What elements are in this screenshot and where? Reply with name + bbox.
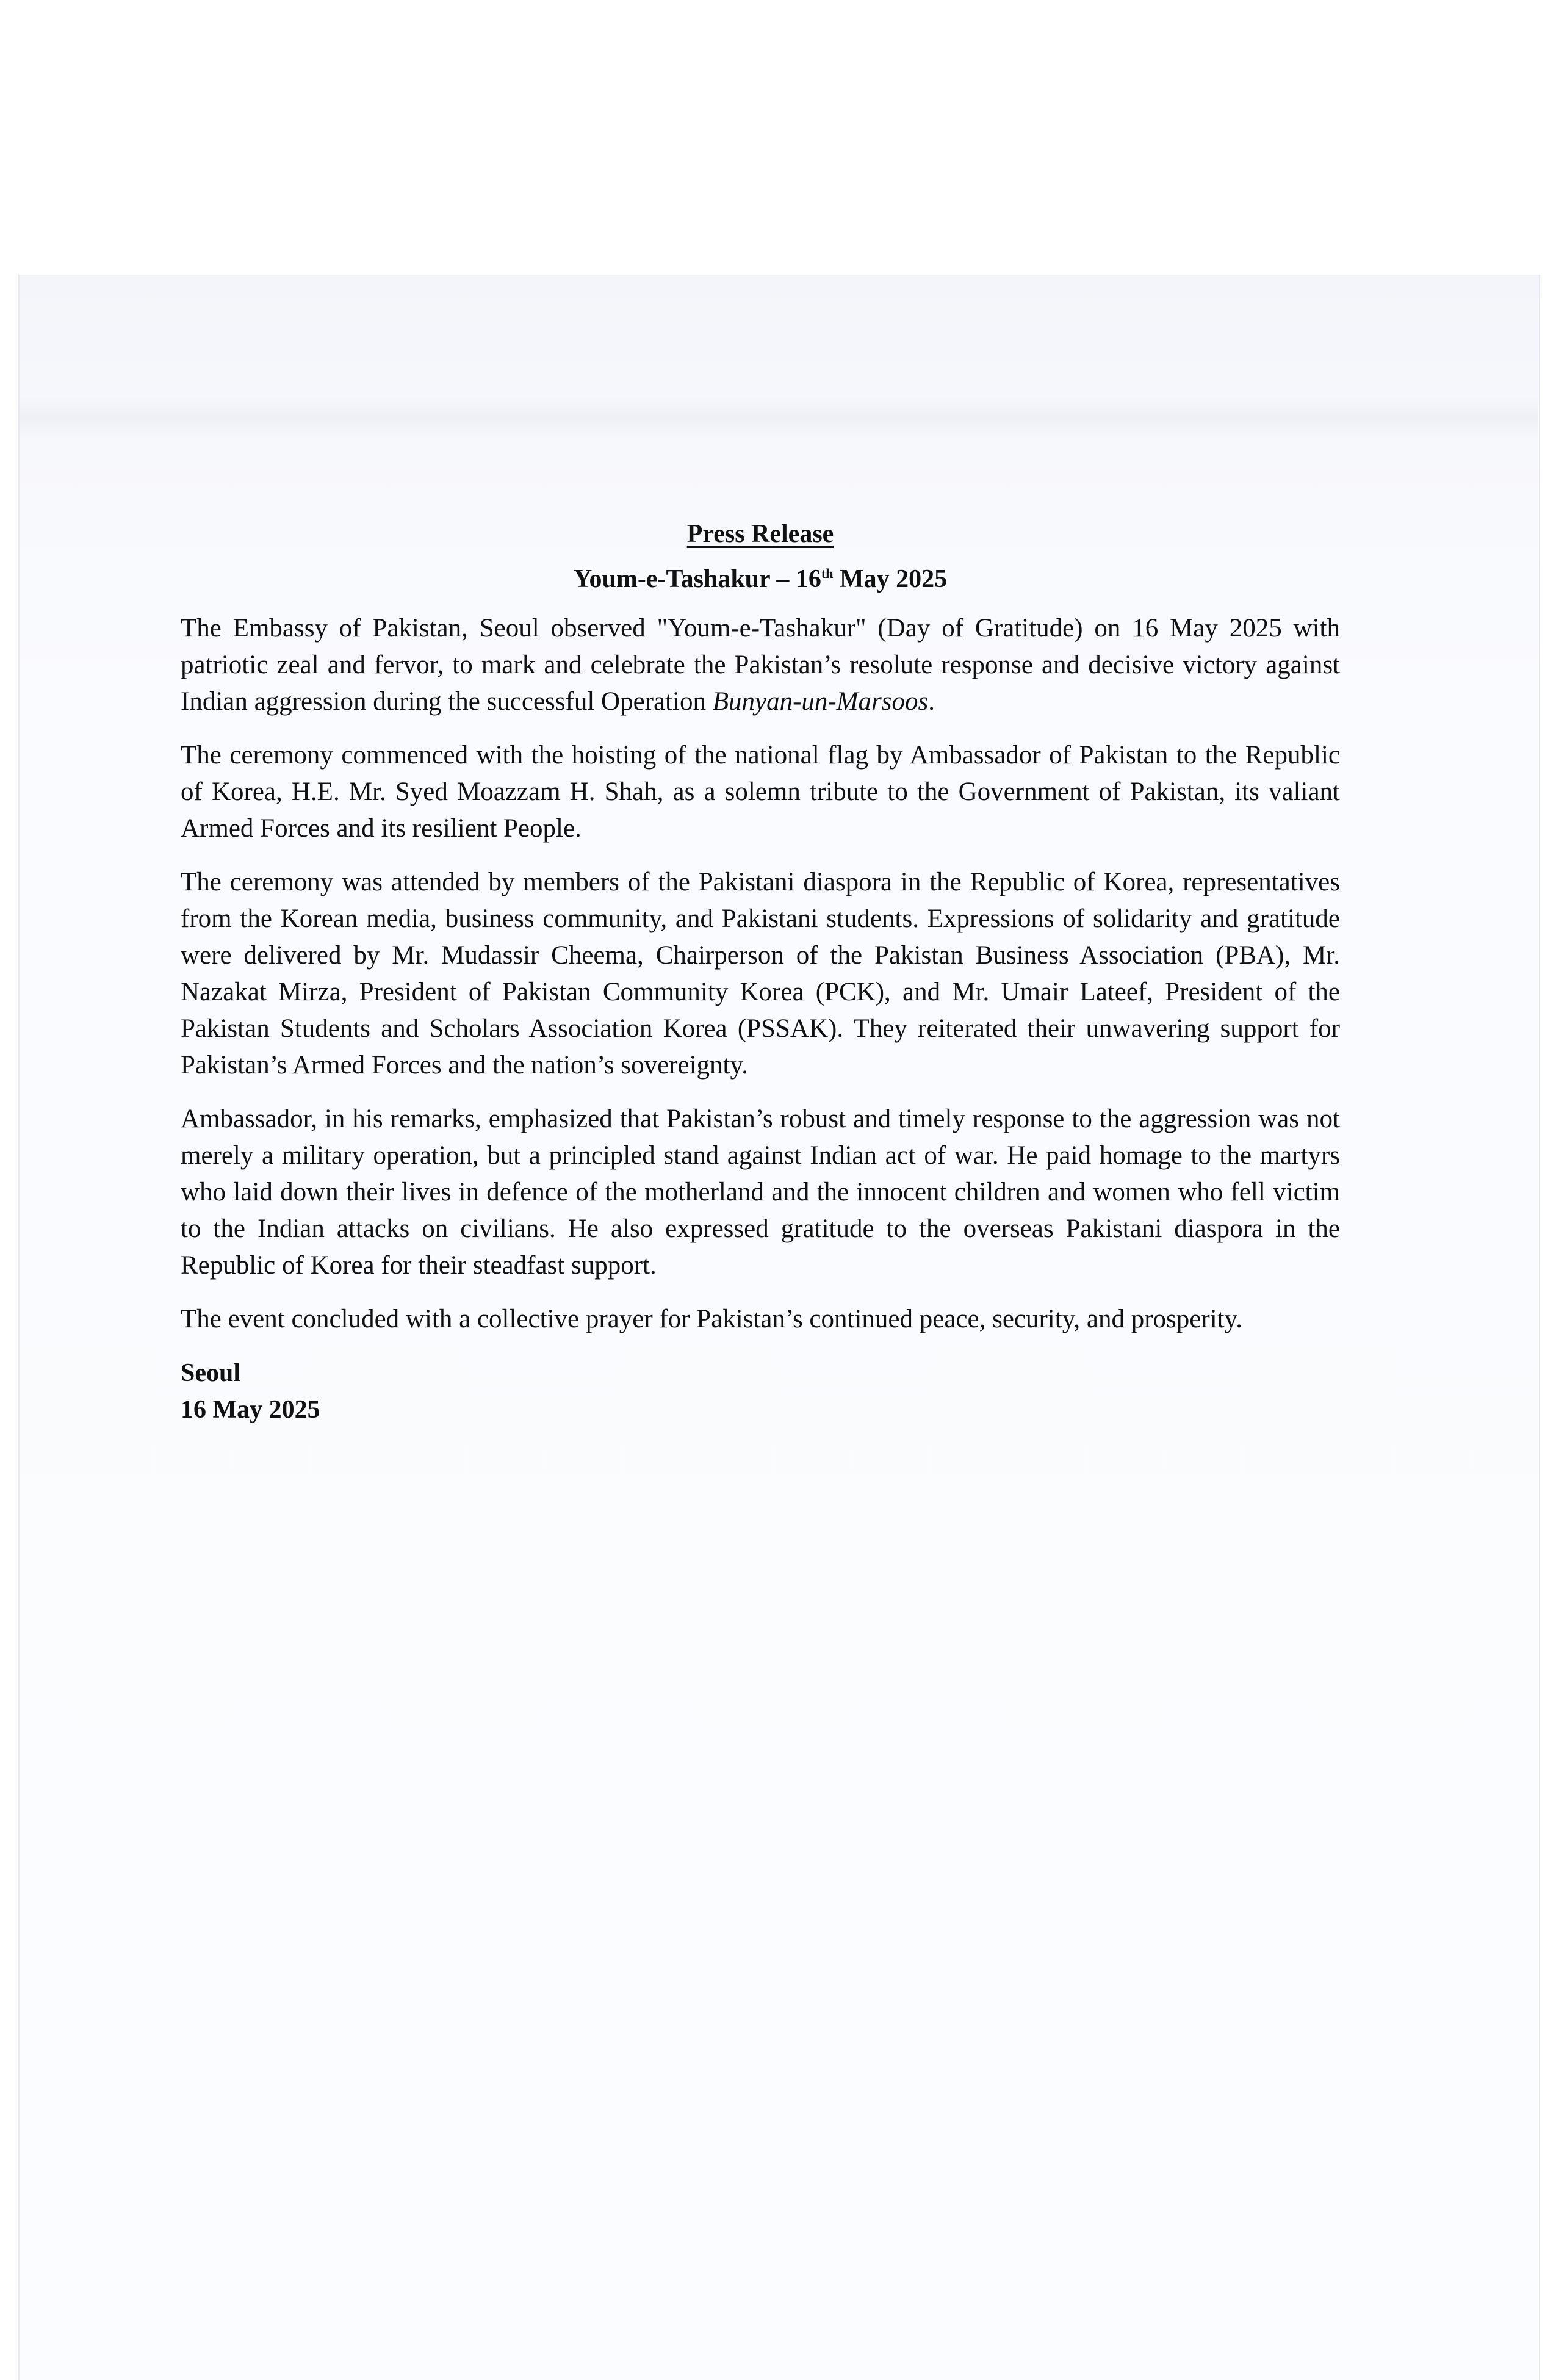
paragraph-1-text: The Embassy of Pakistan, Seoul observed "Youm-e-Tashakur" (Day of Gratitude) on 16 May 2025 with patriotic zeal and fervor, to mark and celebrate the Pakistan’s resolute response and decisive victory against Indian aggression during the successful Operation: [181, 614, 1340, 716]
paragraph-1: [181, 610, 1340, 720]
signoff-place: Seoul: [181, 1359, 241, 1387]
paragraph-1-end: .: [928, 687, 935, 716]
paragraph-3: The ceremony was attended by members of the Pakistani diaspora in the Republic of Korea, representatives from the Korean media, business community, and Pakistani students. Expressions of solidarity and gratitude were delivered by Mr. Mudassir Cheema, Chairperson of the Pakistan Business Association (PBA), Mr. Nazakat Mirza, President of Pakistan Community Korea (PCK), and Mr. Umair Lateef, President of the Pakistan Students and Scholars Association Korea (PSSAK). They reiterated their unwavering support for Pakistan’s Armed Forces and the nation’s sovereignty.: [181, 868, 1340, 1080]
document-subtitle: [181, 561, 1340, 597]
paragraph-4: Ambassador, in his remarks, emphasized that Pakistan’s robust and timely response to the aggression was not merely a military operation, but a principled stand against Indian act of war. He paid homage to the martyrs who laid down their lives in defence of the motherland and the innocent children and women who fell victim to the Indian attacks on civilians. He also expressed gratitude to the overseas Pakistani diaspora in the Republic of Korea for their steadfast support.: [181, 1105, 1340, 1280]
paragraph-2: The ceremony commenced with the hoisting of the national flag by Ambassador of Pakistan to the Republic of Korea, H.E. Mr. Syed Moazzam H. Shah, as a solemn tribute to the Government of Pakistan, its valiant Armed Forces and its resilient People.: [181, 741, 1340, 843]
operation-name: Bunyan-un-Marsoos: [712, 687, 929, 716]
document-title: Press Release: [686, 520, 834, 548]
subtitle-suffix: May 2025: [833, 565, 948, 593]
subtitle-prefix: Youm-e-Tashakur – 16: [573, 565, 821, 593]
paragraph-5: The event concluded with a collective prayer for Pakistan’s continued peace, security, and prosperity.: [181, 1305, 1243, 1333]
scan-shading-band: [18, 397, 1538, 439]
subtitle-ordinal-suffix: th: [821, 566, 834, 581]
signoff-date: 16 May 2025: [181, 1396, 320, 1424]
signoff-block: [181, 1355, 1340, 1428]
press-release-content: [181, 516, 1340, 1428]
